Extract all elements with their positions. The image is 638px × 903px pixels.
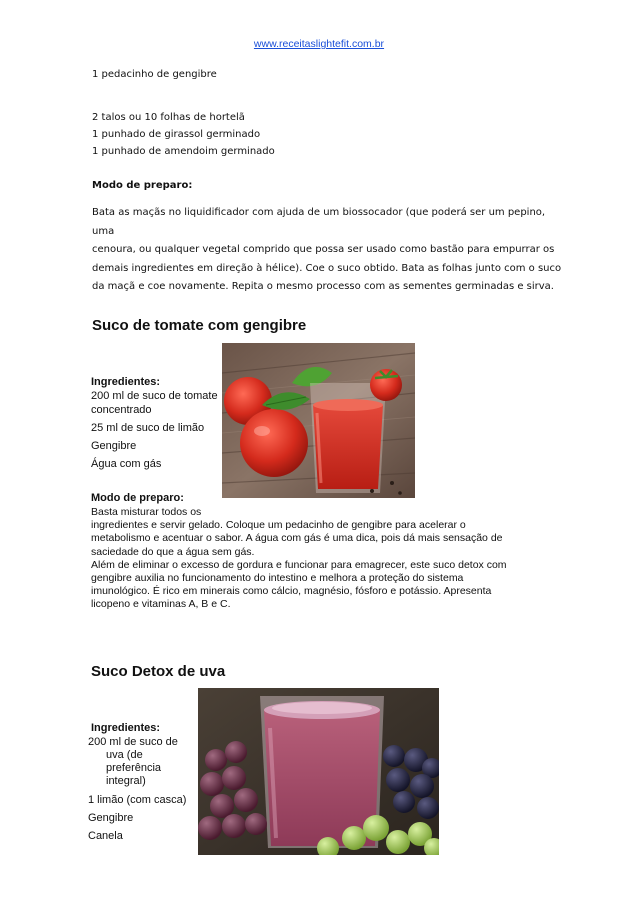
ingredient-line: integral)	[106, 775, 146, 787]
ingredient-line: 1 pedacinho de gengibre	[92, 69, 217, 80]
recipe-title: Suco Detox de uva	[91, 663, 226, 680]
prep-line: Bata as maçãs no liquidificador com ajuda de um biossocador (que poderá ser um pepino, uma	[92, 207, 546, 237]
ingredient-line: 200 ml de suco de tomate	[91, 390, 218, 402]
prep-line: metabolismo e acentuar o sabor. A água com gás é uma dica, pois dá mais sensação de	[91, 532, 503, 545]
prep-line: saciedade do que a água sem gás.	[91, 545, 255, 558]
ingredient-line: 1 punhado de amendoim germinado	[92, 146, 275, 157]
ingredient-line: 2 talos ou 10 folhas de hortelã	[92, 112, 245, 123]
prep-line: demais ingredientes em direção à hélice). Coe o suco obtido. Bata as folhas junto com o suco	[92, 262, 562, 274]
ingredient-line: uva (de	[106, 749, 143, 761]
prep-heading: Modo de preparo:	[92, 180, 193, 191]
ingredient-line: Canela	[88, 830, 123, 842]
prep-line: cenoura, ou qualquer vegetal comprido que possa ser usado como bastão para empurrar os	[92, 244, 555, 255]
prep-line: licopeno e vitaminas A, B e C.	[91, 598, 231, 611]
tomato-juice-photo	[222, 343, 415, 498]
ingredients-heading: Ingredientes:	[91, 376, 161, 388]
prep-line: da maçã e coe novamente. Repita o mesmo processo com as sementes germinadas e sirva.	[92, 281, 554, 292]
prep-line: Além de eliminar o excesso de gordura e funcionar para emagrecer, este suco detox com	[91, 558, 507, 571]
ingredient-line: 1 punhado de girassol germinado	[92, 129, 261, 140]
prep-paragraph	[92, 204, 562, 297]
prep-line: imunológico. É rico em minerais como cálcio, magnésio, fósforo e potássio. Apresenta	[91, 585, 492, 598]
ingredient-line: 1 limão (com casca)	[88, 794, 187, 806]
ingredient-line: preferência	[106, 762, 162, 774]
prep-heading: Modo de preparo:	[91, 492, 184, 504]
ingredient-line: Gengibre	[88, 812, 134, 824]
ingredient-line: Gengibre	[91, 440, 137, 452]
ingredient-line: concentrado	[91, 404, 152, 416]
ingredient-line: 25 ml de suco de limão	[91, 422, 205, 434]
prep-line: Basta misturar todos os	[91, 506, 202, 518]
grape-juice-photo	[198, 688, 439, 855]
prep-line: gengibre auxilia no funcionamento do intestino e melhora a proteção do sistema	[91, 572, 464, 585]
prep-paragraph	[91, 506, 561, 612]
site-url-link[interactable]: www.receitaslightefit.com.br	[253, 38, 385, 50]
prep-line: ingredientes e servir gelado. Coloque um pedacinho de gengibre para acelerar o	[91, 519, 466, 532]
ingredient-line: Água com gás	[91, 458, 162, 470]
recipe-title: Suco de tomate com gengibre	[92, 317, 307, 334]
ingredients-heading: Ingredientes:	[91, 722, 161, 734]
ingredient-line: 200 ml de suco de	[88, 736, 178, 748]
